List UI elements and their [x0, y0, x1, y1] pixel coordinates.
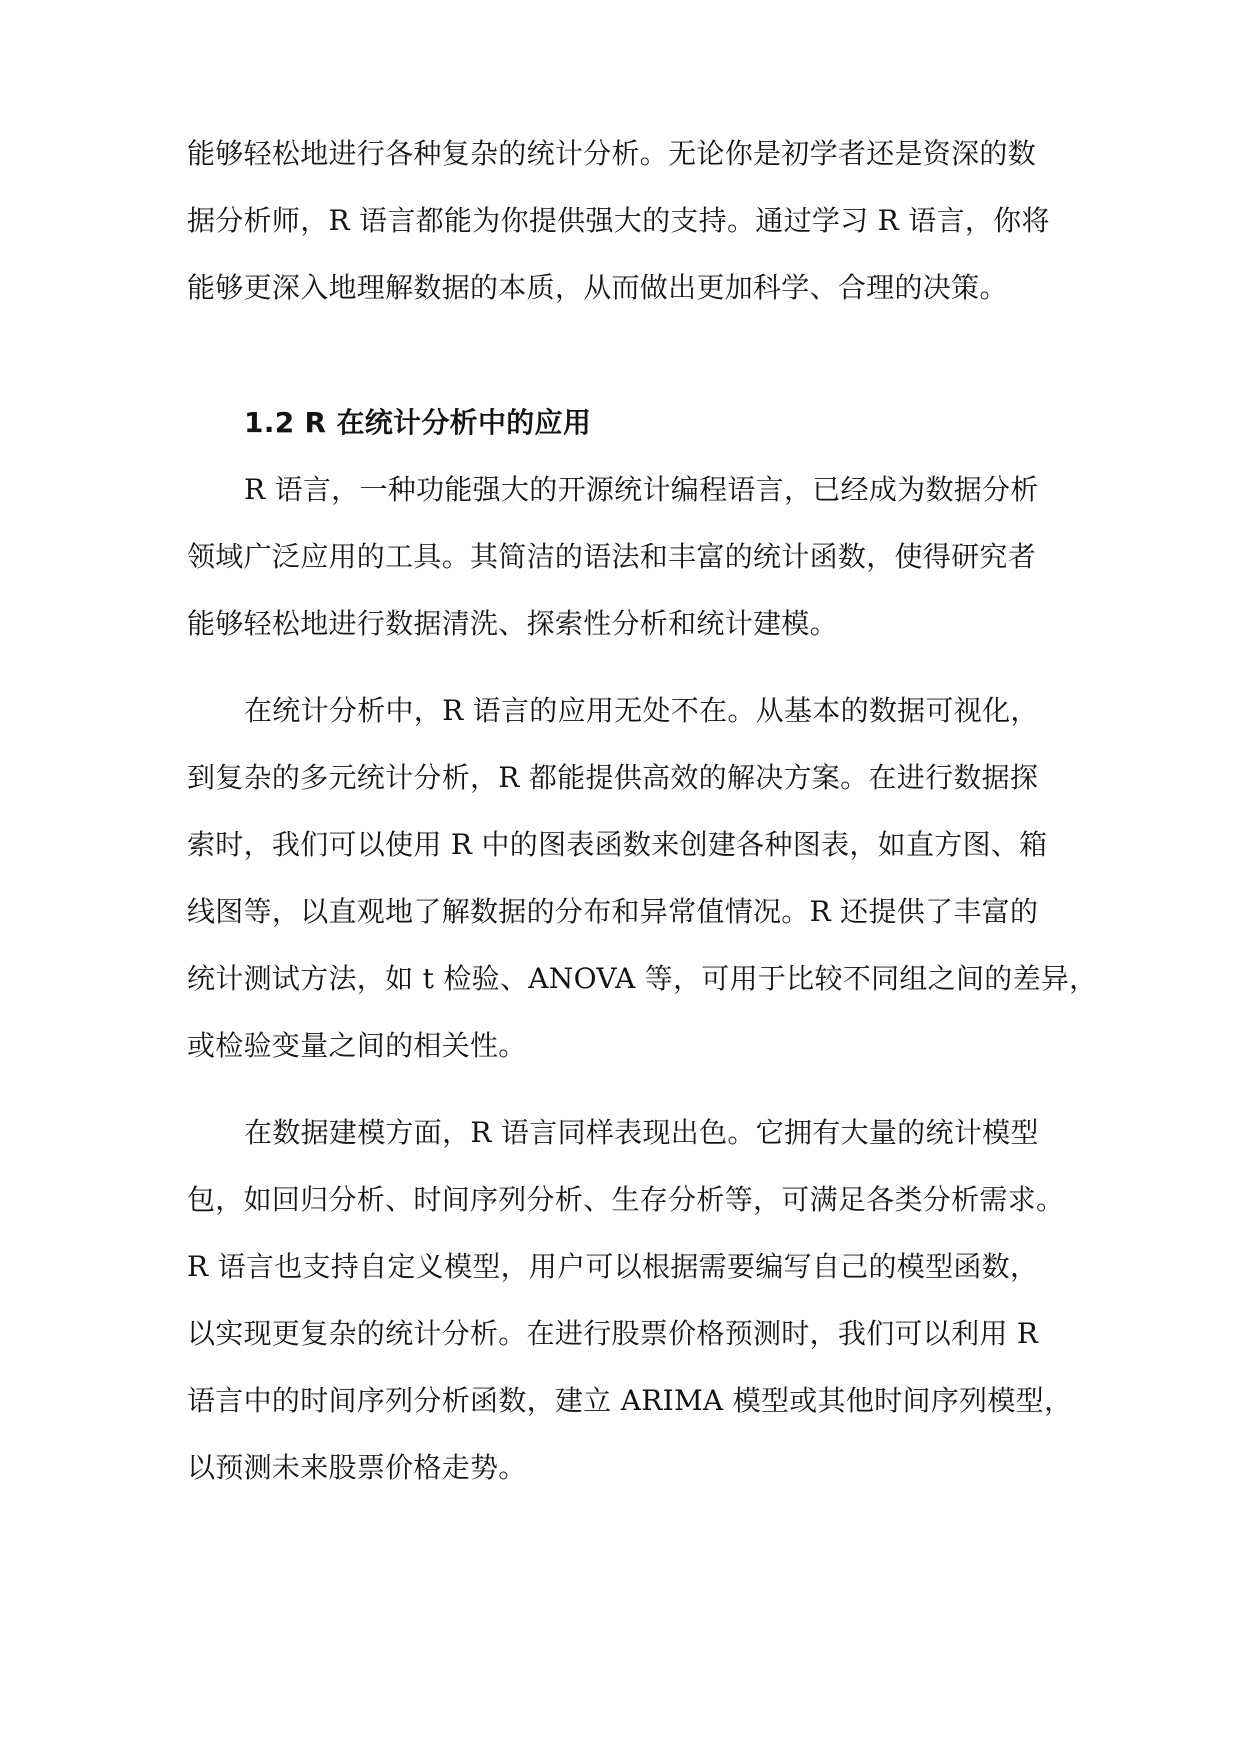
intro-line-1: 能够轻松地进行各种复杂的统计分析。无论你是初学者还是资深的数 — [187, 137, 1037, 170]
paragraph-2-line-6: 或检验变量之间的相关性。 — [187, 1029, 527, 1062]
paragraph-3-line-5: 语言中的时间序列分析函数，建立 ARIMA 模型或其他时间序列模型， — [187, 1384, 1073, 1417]
paragraph-2-line-4: 线图等，以直观地了解数据的分布和异常值情况。R 还提供了丰富的 — [187, 895, 1039, 928]
paragraph-2-line-1: 在统计分析中，R 语言的应用无处不在。从基本的数据可视化， — [244, 694, 1039, 727]
paragraph-2-line-2: 到复杂的多元统计分析，R 都能提供高效的解决方案。在进行数据探 — [187, 761, 1039, 794]
paragraph-3-line-6: 以预测未来股票价格走势。 — [187, 1451, 527, 1484]
section-heading: 1.2 R 在统计分析中的应用 — [244, 406, 592, 439]
paragraph-3-line-3: R 语言也支持自定义模型，用户可以根据需要编写自己的模型函数， — [187, 1250, 1039, 1283]
paragraph-2-line-5: 统计测试方法，如 t 检验、ANOVA 等，可用于比较不同组之间的差异， — [187, 962, 1098, 995]
paragraph-3-line-4: 以实现更复杂的统计分析。在进行股票价格预测时，我们可以利用 R — [187, 1317, 1039, 1350]
intro-line-3: 能够更深入地理解数据的本质，从而做出更加科学、合理的决策。 — [187, 271, 1008, 304]
paragraph-3-line-1: 在数据建模方面，R 语言同样表现出色。它拥有大量的统计模型 — [244, 1116, 1039, 1149]
paragraph-1-line-3: 能够轻松地进行数据清洗、探索性分析和统计建模。 — [187, 607, 838, 640]
intro-line-2: 据分析师，R 语言都能为你提供强大的支持。通过学习 R 语言，你将 — [187, 204, 1050, 237]
paragraph-3-line-2: 包，如回归分析、时间序列分析、生存分析等，可满足各类分析需求。 — [187, 1183, 1065, 1216]
paragraph-1-line-1: R 语言，一种功能强大的开源统计编程语言，已经成为数据分析 — [244, 473, 1039, 506]
paragraph-1-line-2: 领域广泛应用的工具。其简洁的语法和丰富的统计函数，使得研究者 — [187, 540, 1037, 573]
paragraph-2-line-3: 索时，我们可以使用 R 中的图表函数来创建各种图表，如直方图、箱 — [187, 828, 1048, 861]
